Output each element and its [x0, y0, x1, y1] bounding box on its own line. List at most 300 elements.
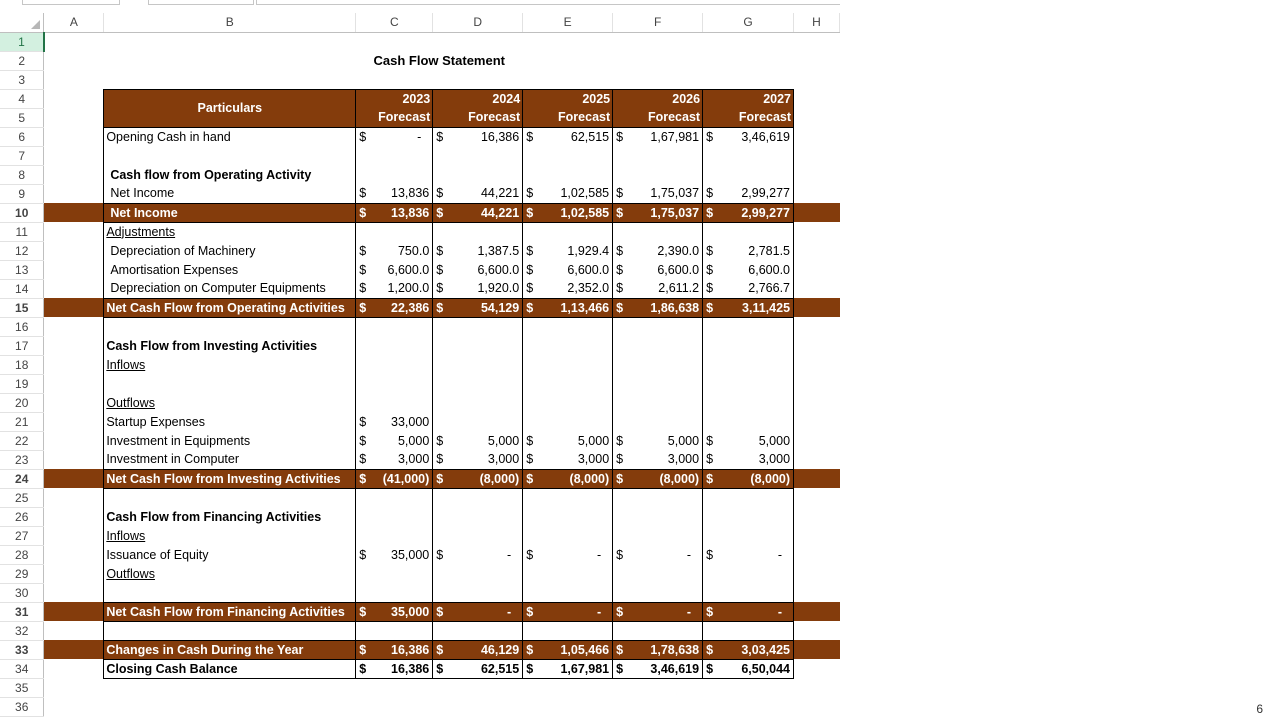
- cell-f32[interactable]: [613, 621, 703, 640]
- cell-h33[interactable]: [794, 640, 840, 659]
- cell-a11[interactable]: [44, 222, 104, 241]
- cell-d3[interactable]: [433, 70, 523, 89]
- column-header-a[interactable]: A: [44, 13, 104, 32]
- cell-b33[interactable]: [104, 640, 356, 659]
- cell-b24[interactable]: [104, 469, 356, 488]
- cell-h2[interactable]: [794, 51, 840, 70]
- cell-c27[interactable]: [356, 526, 433, 545]
- cell-g12[interactable]: [703, 241, 794, 260]
- cell-b22[interactable]: [104, 431, 356, 450]
- cell-f8[interactable]: [613, 165, 703, 184]
- cell-b18[interactable]: [104, 355, 356, 374]
- cell-e14[interactable]: [523, 279, 613, 298]
- cell-h25[interactable]: [794, 488, 840, 507]
- row-header-35[interactable]: 35: [0, 678, 44, 697]
- cell-e20[interactable]: [523, 393, 613, 412]
- cell-h23[interactable]: [794, 450, 840, 469]
- cell-d12[interactable]: [433, 241, 523, 260]
- column-header-d[interactable]: D: [433, 13, 523, 32]
- cell-a28[interactable]: [44, 545, 104, 564]
- cell-f26[interactable]: [613, 507, 703, 526]
- cell-a35[interactable]: [44, 678, 104, 697]
- cell-f7[interactable]: [613, 146, 703, 165]
- cell-a36[interactable]: [44, 697, 104, 716]
- cell-empty[interactable]: [703, 51, 794, 70]
- cell-f12[interactable]: [613, 241, 703, 260]
- cell-e17[interactable]: [523, 336, 613, 355]
- cell-d17[interactable]: [433, 336, 523, 355]
- cell-g31[interactable]: [703, 602, 794, 621]
- cell-h11[interactable]: [794, 222, 840, 241]
- cell-d25[interactable]: [433, 488, 523, 507]
- row-header-36[interactable]: 36: [0, 697, 44, 716]
- row-header-12[interactable]: 12: [0, 241, 44, 260]
- cell-f16[interactable]: [613, 317, 703, 336]
- cell-a10[interactable]: [44, 203, 104, 222]
- cell-c14[interactable]: [356, 279, 433, 298]
- cell-d16[interactable]: [433, 317, 523, 336]
- column-header-e[interactable]: E: [523, 13, 613, 32]
- cell-a1[interactable]: [44, 32, 104, 51]
- row-header-18[interactable]: 18: [0, 355, 44, 374]
- year-header[interactable]: 2027: [703, 89, 794, 108]
- cell-d35[interactable]: [433, 678, 523, 697]
- cell-a21[interactable]: [44, 412, 104, 431]
- cell-d28[interactable]: [433, 545, 523, 564]
- cell-c32[interactable]: [356, 621, 433, 640]
- cell-c34[interactable]: [356, 659, 433, 678]
- row-header-3[interactable]: 3: [0, 70, 44, 89]
- cell-a4[interactable]: [44, 89, 104, 108]
- cell-e9[interactable]: [523, 184, 613, 203]
- row-header-29[interactable]: 29: [0, 564, 44, 583]
- row-header-9[interactable]: 9: [0, 184, 44, 203]
- cell-g36[interactable]: [703, 697, 794, 716]
- cell-c16[interactable]: [356, 317, 433, 336]
- cell-b7[interactable]: [104, 146, 356, 165]
- cell-b8[interactable]: [104, 165, 356, 184]
- select-all-corner[interactable]: [0, 13, 44, 32]
- cell-c10[interactable]: [356, 203, 433, 222]
- cell-a3[interactable]: [44, 70, 104, 89]
- cell-g27[interactable]: [703, 526, 794, 545]
- cell-e31[interactable]: [523, 602, 613, 621]
- cell-f17[interactable]: [613, 336, 703, 355]
- cell-a12[interactable]: [44, 241, 104, 260]
- row-header-20[interactable]: 20: [0, 393, 44, 412]
- cell-b12[interactable]: [104, 241, 356, 260]
- cell-h20[interactable]: [794, 393, 840, 412]
- row-header-5[interactable]: 5: [0, 108, 44, 127]
- cell-b9[interactable]: [104, 184, 356, 203]
- row-header-4[interactable]: 4: [0, 89, 44, 108]
- cell-e32[interactable]: [523, 621, 613, 640]
- cell-g33[interactable]: [703, 640, 794, 659]
- cell-a31[interactable]: [44, 602, 104, 621]
- cell-g6[interactable]: [703, 127, 794, 146]
- cell-d26[interactable]: [433, 507, 523, 526]
- worksheet-table[interactable]: [0, 13, 840, 717]
- row-header-34[interactable]: 34: [0, 659, 44, 678]
- cell-h7[interactable]: [794, 146, 840, 165]
- cell-c15[interactable]: [356, 298, 433, 317]
- cell-f13[interactable]: [613, 260, 703, 279]
- cell-b6[interactable]: [104, 127, 356, 146]
- cell-b27[interactable]: [104, 526, 356, 545]
- cell-g16[interactable]: [703, 317, 794, 336]
- cell-c35[interactable]: [356, 678, 433, 697]
- cell-h36[interactable]: [794, 697, 840, 716]
- cell-e18[interactable]: [523, 355, 613, 374]
- cell-a22[interactable]: [44, 431, 104, 450]
- cell-f25[interactable]: [613, 488, 703, 507]
- cell-b14[interactable]: [104, 279, 356, 298]
- cell-e25[interactable]: [523, 488, 613, 507]
- cell-b20[interactable]: [104, 393, 356, 412]
- cell-e7[interactable]: [523, 146, 613, 165]
- row-header-31[interactable]: 31: [0, 602, 44, 621]
- row-header-28[interactable]: 28: [0, 545, 44, 564]
- cell-e33[interactable]: [523, 640, 613, 659]
- cell-b30[interactable]: [104, 583, 356, 602]
- cell-empty[interactable]: [613, 51, 703, 70]
- forecast-header[interactable]: Forecast: [356, 108, 433, 127]
- cell-d18[interactable]: [433, 355, 523, 374]
- cell-d30[interactable]: [433, 583, 523, 602]
- cell-g17[interactable]: [703, 336, 794, 355]
- cell-h31[interactable]: [794, 602, 840, 621]
- cell-h1[interactable]: [794, 32, 840, 51]
- cell-f23[interactable]: [613, 450, 703, 469]
- cell-a5[interactable]: [44, 108, 104, 127]
- cell-c23[interactable]: [356, 450, 433, 469]
- cell-h16[interactable]: [794, 317, 840, 336]
- cell-b13[interactable]: [104, 260, 356, 279]
- cell-g3[interactable]: [703, 70, 794, 89]
- cell-g22[interactable]: [703, 431, 794, 450]
- cell-h4[interactable]: [794, 89, 840, 108]
- cell-c31[interactable]: [356, 602, 433, 621]
- row-header-33[interactable]: 33: [0, 640, 44, 659]
- cell-c22[interactable]: [356, 431, 433, 450]
- cell-c30[interactable]: [356, 583, 433, 602]
- column-header-b[interactable]: B: [104, 13, 356, 32]
- cell-h26[interactable]: [794, 507, 840, 526]
- cell-b15[interactable]: [104, 298, 356, 317]
- cell-b35[interactable]: [104, 678, 356, 697]
- cell-g30[interactable]: [703, 583, 794, 602]
- cell-d20[interactable]: [433, 393, 523, 412]
- cell-e29[interactable]: [523, 564, 613, 583]
- formula-bar[interactable]: [256, 0, 840, 5]
- cell-d1[interactable]: [433, 32, 523, 51]
- cell-e36[interactable]: [523, 697, 613, 716]
- cell-d15[interactable]: [433, 298, 523, 317]
- cell-b29[interactable]: [104, 564, 356, 583]
- cell-b2[interactable]: [104, 51, 356, 70]
- cell-f21[interactable]: [613, 412, 703, 431]
- cell-a7[interactable]: [44, 146, 104, 165]
- forecast-header[interactable]: Forecast: [703, 108, 794, 127]
- cell-h29[interactable]: [794, 564, 840, 583]
- cell-d11[interactable]: [433, 222, 523, 241]
- cell-c8[interactable]: [356, 165, 433, 184]
- row-header-10[interactable]: 10: [0, 203, 44, 222]
- cell-d23[interactable]: [433, 450, 523, 469]
- column-header-c[interactable]: C: [356, 13, 433, 32]
- cell-a14[interactable]: [44, 279, 104, 298]
- cell-e34[interactable]: [523, 659, 613, 678]
- cell-e8[interactable]: [523, 165, 613, 184]
- cell-g32[interactable]: [703, 621, 794, 640]
- cell-h30[interactable]: [794, 583, 840, 602]
- year-header[interactable]: 2026: [613, 89, 703, 108]
- cell-c12[interactable]: [356, 241, 433, 260]
- row-header-11[interactable]: 11: [0, 222, 44, 241]
- row-header-30[interactable]: 30: [0, 583, 44, 602]
- cell-h35[interactable]: [794, 678, 840, 697]
- cell-g29[interactable]: [703, 564, 794, 583]
- cell-h8[interactable]: [794, 165, 840, 184]
- cell-a24[interactable]: [44, 469, 104, 488]
- row-header-22[interactable]: 22: [0, 431, 44, 450]
- cell-b36[interactable]: [104, 697, 356, 716]
- cell-b32[interactable]: [104, 621, 356, 640]
- cell-c19[interactable]: [356, 374, 433, 393]
- cell-g25[interactable]: [703, 488, 794, 507]
- cell-b25[interactable]: [104, 488, 356, 507]
- cell-a15[interactable]: [44, 298, 104, 317]
- cell-d10[interactable]: [433, 203, 523, 222]
- cell-c24[interactable]: [356, 469, 433, 488]
- cell-g8[interactable]: [703, 165, 794, 184]
- cell-h13[interactable]: [794, 260, 840, 279]
- row-header-8[interactable]: 8: [0, 165, 44, 184]
- cell-a34[interactable]: [44, 659, 104, 678]
- cell-f14[interactable]: [613, 279, 703, 298]
- cell-a16[interactable]: [44, 317, 104, 336]
- cell-e26[interactable]: [523, 507, 613, 526]
- cell-a25[interactable]: [44, 488, 104, 507]
- cell-g14[interactable]: [703, 279, 794, 298]
- row-header-15[interactable]: 15: [0, 298, 44, 317]
- cell-c29[interactable]: [356, 564, 433, 583]
- cell-d6[interactable]: [433, 127, 523, 146]
- cell-f27[interactable]: [613, 526, 703, 545]
- cell-d21[interactable]: [433, 412, 523, 431]
- cell-h27[interactable]: [794, 526, 840, 545]
- cell-d31[interactable]: [433, 602, 523, 621]
- cell-a6[interactable]: [44, 127, 104, 146]
- cell-a2[interactable]: [44, 51, 104, 70]
- cell-d22[interactable]: [433, 431, 523, 450]
- cell-d19[interactable]: [433, 374, 523, 393]
- cell-h15[interactable]: [794, 298, 840, 317]
- cell-b21[interactable]: [104, 412, 356, 431]
- cell-h14[interactable]: [794, 279, 840, 298]
- cell-g1[interactable]: [703, 32, 794, 51]
- cell-e23[interactable]: [523, 450, 613, 469]
- cell-e6[interactable]: [523, 127, 613, 146]
- cell-g26[interactable]: [703, 507, 794, 526]
- cell-e28[interactable]: [523, 545, 613, 564]
- row-header-25[interactable]: 25: [0, 488, 44, 507]
- cell-g20[interactable]: [703, 393, 794, 412]
- cell-d14[interactable]: [433, 279, 523, 298]
- year-header[interactable]: 2023: [356, 89, 433, 108]
- cell-b1[interactable]: [104, 32, 356, 51]
- cell-c11[interactable]: [356, 222, 433, 241]
- column-header-h[interactable]: H: [794, 13, 840, 32]
- cell-d33[interactable]: [433, 640, 523, 659]
- cell-d8[interactable]: [433, 165, 523, 184]
- cell-f20[interactable]: [613, 393, 703, 412]
- row-header-17[interactable]: 17: [0, 336, 44, 355]
- cell-f1[interactable]: [613, 32, 703, 51]
- cell-f36[interactable]: [613, 697, 703, 716]
- forecast-header[interactable]: Forecast: [523, 108, 613, 127]
- cell-d32[interactable]: [433, 621, 523, 640]
- cell-e3[interactable]: [523, 70, 613, 89]
- cell-e15[interactable]: [523, 298, 613, 317]
- cell-e35[interactable]: [523, 678, 613, 697]
- cell-g18[interactable]: [703, 355, 794, 374]
- cell-b28[interactable]: [104, 545, 356, 564]
- cell-a33[interactable]: [44, 640, 104, 659]
- cell-a13[interactable]: [44, 260, 104, 279]
- cell-f18[interactable]: [613, 355, 703, 374]
- cell-a17[interactable]: [44, 336, 104, 355]
- year-header[interactable]: 2024: [433, 89, 523, 108]
- cell-d34[interactable]: [433, 659, 523, 678]
- name-box[interactable]: [22, 0, 120, 5]
- cell-g11[interactable]: [703, 222, 794, 241]
- cell-e22[interactable]: [523, 431, 613, 450]
- cell-d7[interactable]: [433, 146, 523, 165]
- row-header-14[interactable]: 14: [0, 279, 44, 298]
- row-header-16[interactable]: 16: [0, 317, 44, 336]
- cell-g15[interactable]: [703, 298, 794, 317]
- cell-f10[interactable]: [613, 203, 703, 222]
- cell-e24[interactable]: [523, 469, 613, 488]
- cell-c25[interactable]: [356, 488, 433, 507]
- cell-c7[interactable]: [356, 146, 433, 165]
- cell-c33[interactable]: [356, 640, 433, 659]
- row-header-21[interactable]: 21: [0, 412, 44, 431]
- particulars-header[interactable]: Particulars: [104, 89, 356, 127]
- cell-h28[interactable]: [794, 545, 840, 564]
- cell-a19[interactable]: [44, 374, 104, 393]
- cell-f9[interactable]: [613, 184, 703, 203]
- cell-c21[interactable]: [356, 412, 433, 431]
- row-header-7[interactable]: 7: [0, 146, 44, 165]
- cell-c20[interactable]: [356, 393, 433, 412]
- cell-g7[interactable]: [703, 146, 794, 165]
- cell-a26[interactable]: [44, 507, 104, 526]
- cell-f29[interactable]: [613, 564, 703, 583]
- cell-c36[interactable]: [356, 697, 433, 716]
- cell-f15[interactable]: [613, 298, 703, 317]
- cell-a18[interactable]: [44, 355, 104, 374]
- cell-a20[interactable]: [44, 393, 104, 412]
- cell-c9[interactable]: [356, 184, 433, 203]
- row-header-2[interactable]: 2: [0, 51, 44, 70]
- cell-d29[interactable]: [433, 564, 523, 583]
- cell-a30[interactable]: [44, 583, 104, 602]
- cell-g34[interactable]: [703, 659, 794, 678]
- cell-b17[interactable]: [104, 336, 356, 355]
- cell-e27[interactable]: [523, 526, 613, 545]
- cell-b23[interactable]: [104, 450, 356, 469]
- cell-b10[interactable]: [104, 203, 356, 222]
- cell-e16[interactable]: [523, 317, 613, 336]
- cell-c13[interactable]: [356, 260, 433, 279]
- cell-f33[interactable]: [613, 640, 703, 659]
- formula-controls[interactable]: [148, 0, 254, 5]
- cell-g9[interactable]: [703, 184, 794, 203]
- cell-d24[interactable]: [433, 469, 523, 488]
- forecast-header[interactable]: Forecast: [433, 108, 523, 127]
- cell-h17[interactable]: [794, 336, 840, 355]
- cell-d36[interactable]: [433, 697, 523, 716]
- cell-e1[interactable]: [523, 32, 613, 51]
- cell-a9[interactable]: [44, 184, 104, 203]
- cell-g10[interactable]: [703, 203, 794, 222]
- cell-c6[interactable]: [356, 127, 433, 146]
- cell-f30[interactable]: [613, 583, 703, 602]
- cell-c3[interactable]: [356, 70, 433, 89]
- column-header-g[interactable]: G: [703, 13, 794, 32]
- column-header-f[interactable]: F: [613, 13, 703, 32]
- cell-h10[interactable]: [794, 203, 840, 222]
- forecast-header[interactable]: Forecast: [613, 108, 703, 127]
- year-header[interactable]: 2025: [523, 89, 613, 108]
- cell-g35[interactable]: [703, 678, 794, 697]
- cell-g21[interactable]: [703, 412, 794, 431]
- cell-a23[interactable]: [44, 450, 104, 469]
- cell-a32[interactable]: [44, 621, 104, 640]
- cell-f6[interactable]: [613, 127, 703, 146]
- cell-e21[interactable]: [523, 412, 613, 431]
- cell-h5[interactable]: [794, 108, 840, 127]
- cell-g13[interactable]: [703, 260, 794, 279]
- cell-empty[interactable]: [523, 51, 613, 70]
- cell-e30[interactable]: [523, 583, 613, 602]
- row-header-27[interactable]: 27: [0, 526, 44, 545]
- row-header-1[interactable]: 1: [0, 32, 44, 51]
- cell-c1[interactable]: [356, 32, 433, 51]
- cell-h3[interactable]: [794, 70, 840, 89]
- cell-f28[interactable]: [613, 545, 703, 564]
- cell-c28[interactable]: [356, 545, 433, 564]
- cell-e19[interactable]: [523, 374, 613, 393]
- cell-g23[interactable]: [703, 450, 794, 469]
- cell-f34[interactable]: [613, 659, 703, 678]
- cell-d27[interactable]: [433, 526, 523, 545]
- cell-h34[interactable]: [794, 659, 840, 678]
- cell-b34[interactable]: [104, 659, 356, 678]
- cell-c17[interactable]: [356, 336, 433, 355]
- cell-h6[interactable]: [794, 127, 840, 146]
- row-header-13[interactable]: 13: [0, 260, 44, 279]
- cell-b26[interactable]: [104, 507, 356, 526]
- cell-f19[interactable]: [613, 374, 703, 393]
- cell-h32[interactable]: [794, 621, 840, 640]
- cell-f22[interactable]: [613, 431, 703, 450]
- cell-f3[interactable]: [613, 70, 703, 89]
- row-header-23[interactable]: 23: [0, 450, 44, 469]
- cell-h19[interactable]: [794, 374, 840, 393]
